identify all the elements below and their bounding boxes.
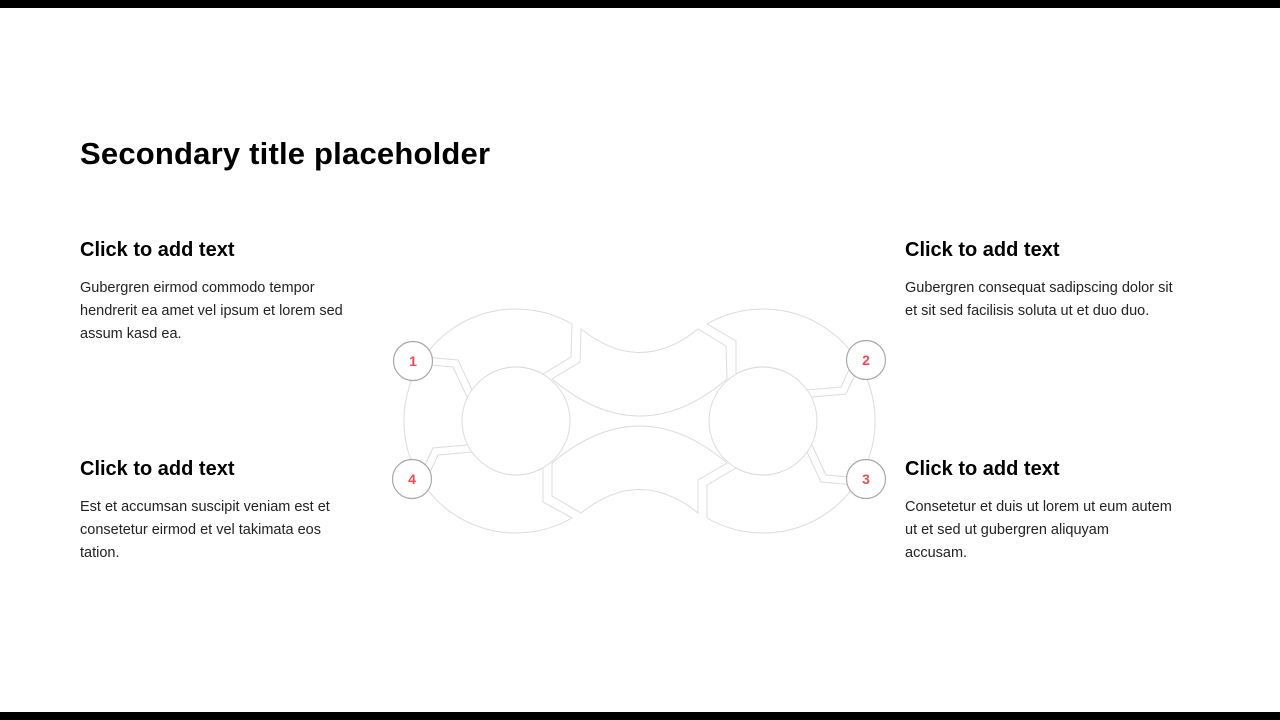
placeholder-body[interactable] [905,496,1210,565]
segment-band-right-top [707,309,855,390]
slide-canvas [0,8,1280,712]
body-line: assum kasd ea. [80,326,182,342]
text-placeholder-step-4[interactable] [80,458,380,565]
step-number-2: 2 [862,352,870,368]
infinity-loop-diagram[interactable] [388,302,892,538]
text-placeholder-step-3[interactable] [905,458,1210,565]
placeholder-body[interactable] [905,277,1210,323]
segment-band-left-top [424,309,572,390]
body-line: Est et accumsan suscipit veniam est et [80,499,330,515]
body-line: Consetetur et duis ut lorem ut eum autem [905,499,1172,515]
segment-band-top-bridge [552,329,727,416]
placeholder-body[interactable] [80,496,380,565]
placeholder-body[interactable] [80,277,380,346]
placeholder-heading[interactable]: Click to add text [905,458,1060,480]
step-number-1: 1 [409,353,417,369]
placeholder-heading[interactable]: Click to add text [905,239,1060,261]
segment-band-right-bottom [707,452,855,533]
slide-title[interactable]: Secondary title placeholder [80,136,491,171]
body-line: ut et sed ut gubergren aliquyam [905,522,1109,538]
placeholder-heading[interactable]: Click to add text [80,458,235,480]
body-line: Gubergren consequat sadipscing dolor sit [905,280,1173,296]
body-line: tation. [80,545,120,561]
body-line: accusam. [905,545,968,561]
placeholder-heading[interactable]: Click to add text [80,239,235,261]
text-placeholder-step-2[interactable] [905,239,1210,323]
text-placeholder-step-1[interactable] [80,239,380,346]
body-line: consetetur eirmod et vel takimata eos [80,522,321,538]
segment-band-left-bottom [424,452,572,533]
body-line: hendrerit ea amet vel ipsum et lorem sed [80,303,343,319]
body-line: et sit sed facilisis soluta ut et duo duo. [905,303,1150,319]
step-number-4: 4 [408,471,416,487]
segment-band-bottom-bridge [552,426,727,513]
step-number-3: 3 [862,471,870,487]
body-line: Gubergren eirmod commodo tempor [80,280,315,296]
